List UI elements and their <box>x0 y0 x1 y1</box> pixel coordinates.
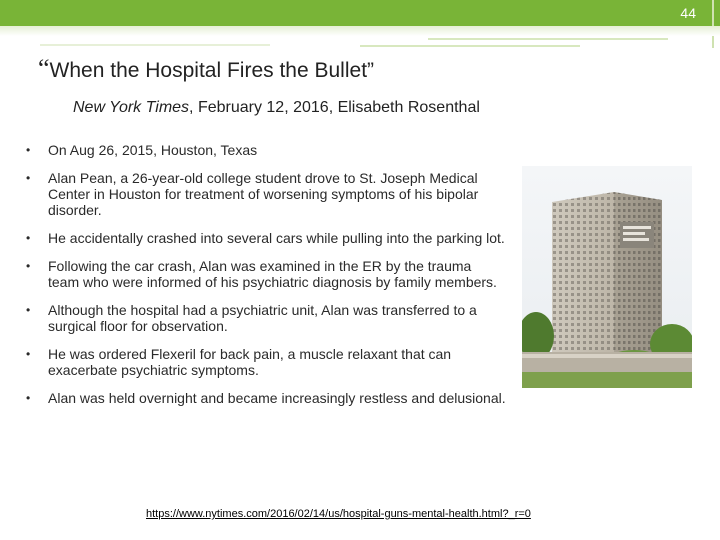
bullet-text: Alan Pean, a 26-year-old college student drove to St. Joseph Medical Center in Houston for treatment of worsening symptoms of his bipolar disorder. <box>48 170 479 218</box>
bullet-item <box>26 390 506 406</box>
bullet-text: Alan was held overnight and became increasingly restless and delusional. <box>48 390 506 406</box>
bullet-dot: • <box>26 347 31 361</box>
bullet-item <box>26 142 506 158</box>
title-close-quote: ” <box>367 59 375 82</box>
bullet-list <box>26 142 506 418</box>
decorative-rule <box>428 38 668 40</box>
bullet-dot: • <box>26 231 31 245</box>
subtitle-rest: , February 12, 2016, Elisabeth Rosenthal <box>189 99 480 116</box>
slide-title <box>38 54 374 84</box>
bullet-dot: • <box>26 143 31 157</box>
slide-number: 44 <box>680 5 696 21</box>
source-link[interactable]: https://www.nytimes.com/2016/02/14/us/hospital-guns-mental-health.html?_r=0 <box>146 508 531 520</box>
title-open-quote: “ <box>38 54 50 83</box>
top-accent-bar <box>0 0 720 26</box>
hospital-building-photo <box>522 166 692 388</box>
decorative-rule <box>360 45 580 47</box>
title-text: When the Hospital Fires the Bullet <box>49 59 368 82</box>
bullet-text: He was ordered Flexeril for back pain, a muscle relaxant that can exacerbate psychiatric symptoms. <box>48 346 452 378</box>
hospital-building-image <box>522 166 692 388</box>
bullet-dot: • <box>26 303 31 317</box>
bullet-item <box>26 170 506 218</box>
decorative-rule <box>40 44 270 46</box>
bullet-item <box>26 346 506 378</box>
bullet-text: Although the hospital had a psychiatric unit, Alan was transferred to a surgical floor for observation. <box>48 302 477 334</box>
bullet-text: He accidentally crashed into several cars while pulling into the parking lot. <box>48 230 505 246</box>
bullet-item <box>26 258 506 290</box>
bullet-dot: • <box>26 391 31 405</box>
decorative-vertical-line <box>712 0 714 48</box>
bullet-dot: • <box>26 259 31 273</box>
slide-subtitle <box>73 99 480 117</box>
bullet-item <box>26 230 506 246</box>
decorative-gradient-band <box>0 26 720 36</box>
bullet-text: Following the car crash, Alan was examined in the ER by the trauma team who were informed of his psychiatric diagnosis by family members. <box>48 258 497 290</box>
bullet-text: On Aug 26, 2015, Houston, Texas <box>48 142 258 158</box>
subtitle-publication: New York Times <box>73 99 190 116</box>
bullet-item <box>26 302 506 334</box>
bullet-dot: • <box>26 171 31 185</box>
